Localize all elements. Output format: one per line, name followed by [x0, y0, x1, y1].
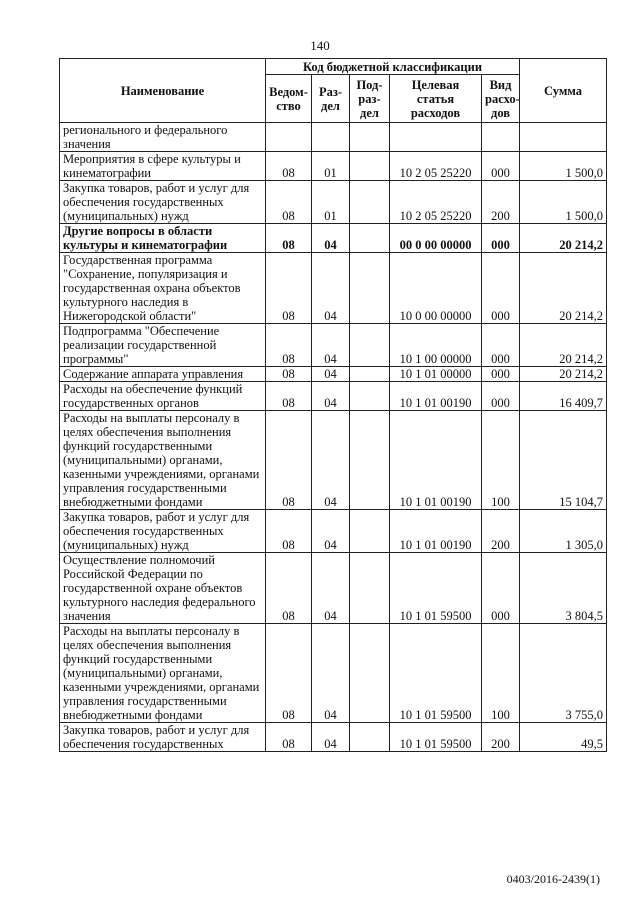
cell-podrazdel [350, 181, 390, 224]
cell-vid: 200 [482, 723, 520, 752]
cell-summa: 20 214,2 [520, 224, 607, 253]
cell-podrazdel [350, 123, 390, 152]
cell-name: Другие вопросы в области культуры и кинематографии [60, 224, 266, 253]
table-row [60, 382, 607, 411]
cell-vid: 200 [482, 510, 520, 553]
cell-celevaya: 10 1 01 59500 [390, 624, 482, 723]
header-code-group: Код бюджетной классификации [266, 59, 520, 75]
cell-razdel: 01 [312, 152, 350, 181]
cell-summa: 16 409,7 [520, 382, 607, 411]
cell-vedomstvo: 08 [266, 553, 312, 624]
cell-name: Закупка товаров, работ и услуг для обеспечения государственных (муниципальных) нужд [60, 510, 266, 553]
cell-vedomstvo: 08 [266, 723, 312, 752]
cell-vid: 000 [482, 553, 520, 624]
header-vedomstvo: Ведом-ство [266, 75, 312, 123]
cell-celevaya: 10 2 05 25220 [390, 152, 482, 181]
cell-vedomstvo: 08 [266, 411, 312, 510]
cell-razdel: 04 [312, 510, 350, 553]
budget-table [59, 58, 607, 752]
cell-vid: 000 [482, 382, 520, 411]
table-row [60, 123, 607, 152]
cell-summa: 20 214,2 [520, 324, 607, 367]
cell-razdel: 04 [312, 723, 350, 752]
cell-vedomstvo: 08 [266, 181, 312, 224]
table-row [60, 367, 607, 382]
cell-vedomstvo: 08 [266, 510, 312, 553]
cell-celevaya: 10 2 05 25220 [390, 181, 482, 224]
cell-vedomstvo: 08 [266, 382, 312, 411]
cell-name: Содержание аппарата управления [60, 367, 266, 382]
cell-summa: 1 500,0 [520, 181, 607, 224]
table-row [60, 553, 607, 624]
cell-razdel: 04 [312, 224, 350, 253]
cell-razdel: 04 [312, 324, 350, 367]
cell-celevaya: 10 1 01 00190 [390, 382, 482, 411]
cell-podrazdel [350, 253, 390, 324]
cell-podrazdel [350, 553, 390, 624]
header-podrazdel: Под-раз-дел [350, 75, 390, 123]
table-row [60, 181, 607, 224]
table-row [60, 324, 607, 367]
cell-razdel: 01 [312, 181, 350, 224]
cell-name: Осуществление полномочий Российской Федерации по государственной охране объектов культурного наследия федерального значения [60, 553, 266, 624]
cell-celevaya: 00 0 00 00000 [390, 224, 482, 253]
cell-summa: 15 104,7 [520, 411, 607, 510]
cell-celevaya: 10 1 01 00190 [390, 411, 482, 510]
header-name: Наименование [60, 59, 266, 123]
table-row [60, 510, 607, 553]
cell-razdel: 04 [312, 253, 350, 324]
cell-summa: 3 804,5 [520, 553, 607, 624]
cell-name: Мероприятия в сфере культуры и кинематографии [60, 152, 266, 181]
table-row [60, 411, 607, 510]
cell-vedomstvo: 08 [266, 324, 312, 367]
cell-vid: 200 [482, 181, 520, 224]
cell-razdel [312, 123, 350, 152]
cell-vedomstvo: 08 [266, 152, 312, 181]
cell-vedomstvo: 08 [266, 624, 312, 723]
cell-celevaya: 10 1 01 00000 [390, 367, 482, 382]
cell-podrazdel [350, 411, 390, 510]
cell-summa [520, 123, 607, 152]
cell-vid: 100 [482, 624, 520, 723]
cell-celevaya: 10 1 01 00190 [390, 510, 482, 553]
cell-name: Расходы на обеспечение функций государственных органов [60, 382, 266, 411]
header-summa: Сумма [520, 59, 607, 123]
cell-podrazdel [350, 152, 390, 181]
cell-razdel: 04 [312, 367, 350, 382]
cell-celevaya: 10 1 00 00000 [390, 324, 482, 367]
cell-podrazdel [350, 624, 390, 723]
table-row [60, 224, 607, 253]
cell-vedomstvo [266, 123, 312, 152]
cell-podrazdel [350, 367, 390, 382]
cell-summa: 1 500,0 [520, 152, 607, 181]
cell-vid: 000 [482, 324, 520, 367]
cell-vedomstvo: 08 [266, 253, 312, 324]
header-celevaya: Целевая статья расходов [390, 75, 482, 123]
cell-razdel: 04 [312, 411, 350, 510]
cell-podrazdel [350, 510, 390, 553]
cell-razdel: 04 [312, 624, 350, 723]
cell-name: регионального и федерального значения [60, 123, 266, 152]
cell-name: Подпрограмма "Обеспечение реализации государственной программы" [60, 324, 266, 367]
table-row [60, 253, 607, 324]
cell-celevaya: 10 1 01 59500 [390, 723, 482, 752]
cell-podrazdel [350, 324, 390, 367]
cell-vid: 000 [482, 367, 520, 382]
cell-vid: 000 [482, 152, 520, 181]
table-row [60, 152, 607, 181]
cell-vedomstvo: 08 [266, 224, 312, 253]
cell-name: Расходы на выплаты персоналу в целях обеспечения выполнения функций государственными (муниципальными) органами, казенными учреждениями, органами управления государственными внебюджетными фондами [60, 624, 266, 723]
cell-podrazdel [350, 224, 390, 253]
document-code: 0403/2016-2439(1) [506, 872, 600, 886]
header-razdel: Раз-дел [312, 75, 350, 123]
cell-summa: 49,5 [520, 723, 607, 752]
cell-vid: 000 [482, 253, 520, 324]
cell-razdel: 04 [312, 382, 350, 411]
cell-summa: 20 214,2 [520, 367, 607, 382]
cell-name: Закупка товаров, работ и услуг для обеспечения государственных (муниципальных) нужд [60, 181, 266, 224]
cell-name: Расходы на выплаты персоналу в целях обеспечения выполнения функций государственными (муниципальными) органами, казенными учреждениями, органами управления государственными внебюджетными фондами [60, 411, 266, 510]
cell-razdel: 04 [312, 553, 350, 624]
cell-vid [482, 123, 520, 152]
cell-celevaya [390, 123, 482, 152]
header-vid: Вид расхо-дов [482, 75, 520, 123]
cell-celevaya: 10 1 01 59500 [390, 553, 482, 624]
cell-podrazdel [350, 382, 390, 411]
page-number: 140 [310, 38, 330, 53]
cell-summa: 20 214,2 [520, 253, 607, 324]
cell-podrazdel [350, 723, 390, 752]
cell-vid: 000 [482, 224, 520, 253]
cell-name: Закупка товаров, работ и услуг для обеспечения государственных [60, 723, 266, 752]
table-row [60, 723, 607, 752]
cell-summa: 3 755,0 [520, 624, 607, 723]
table-row [60, 624, 607, 723]
cell-vid: 100 [482, 411, 520, 510]
cell-summa: 1 305,0 [520, 510, 607, 553]
cell-name: Государственная программа "Сохранение, популяризация и государственная охрана объектов культурного наследия в Нижегородской области" [60, 253, 266, 324]
cell-celevaya: 10 0 00 00000 [390, 253, 482, 324]
cell-vedomstvo: 08 [266, 367, 312, 382]
